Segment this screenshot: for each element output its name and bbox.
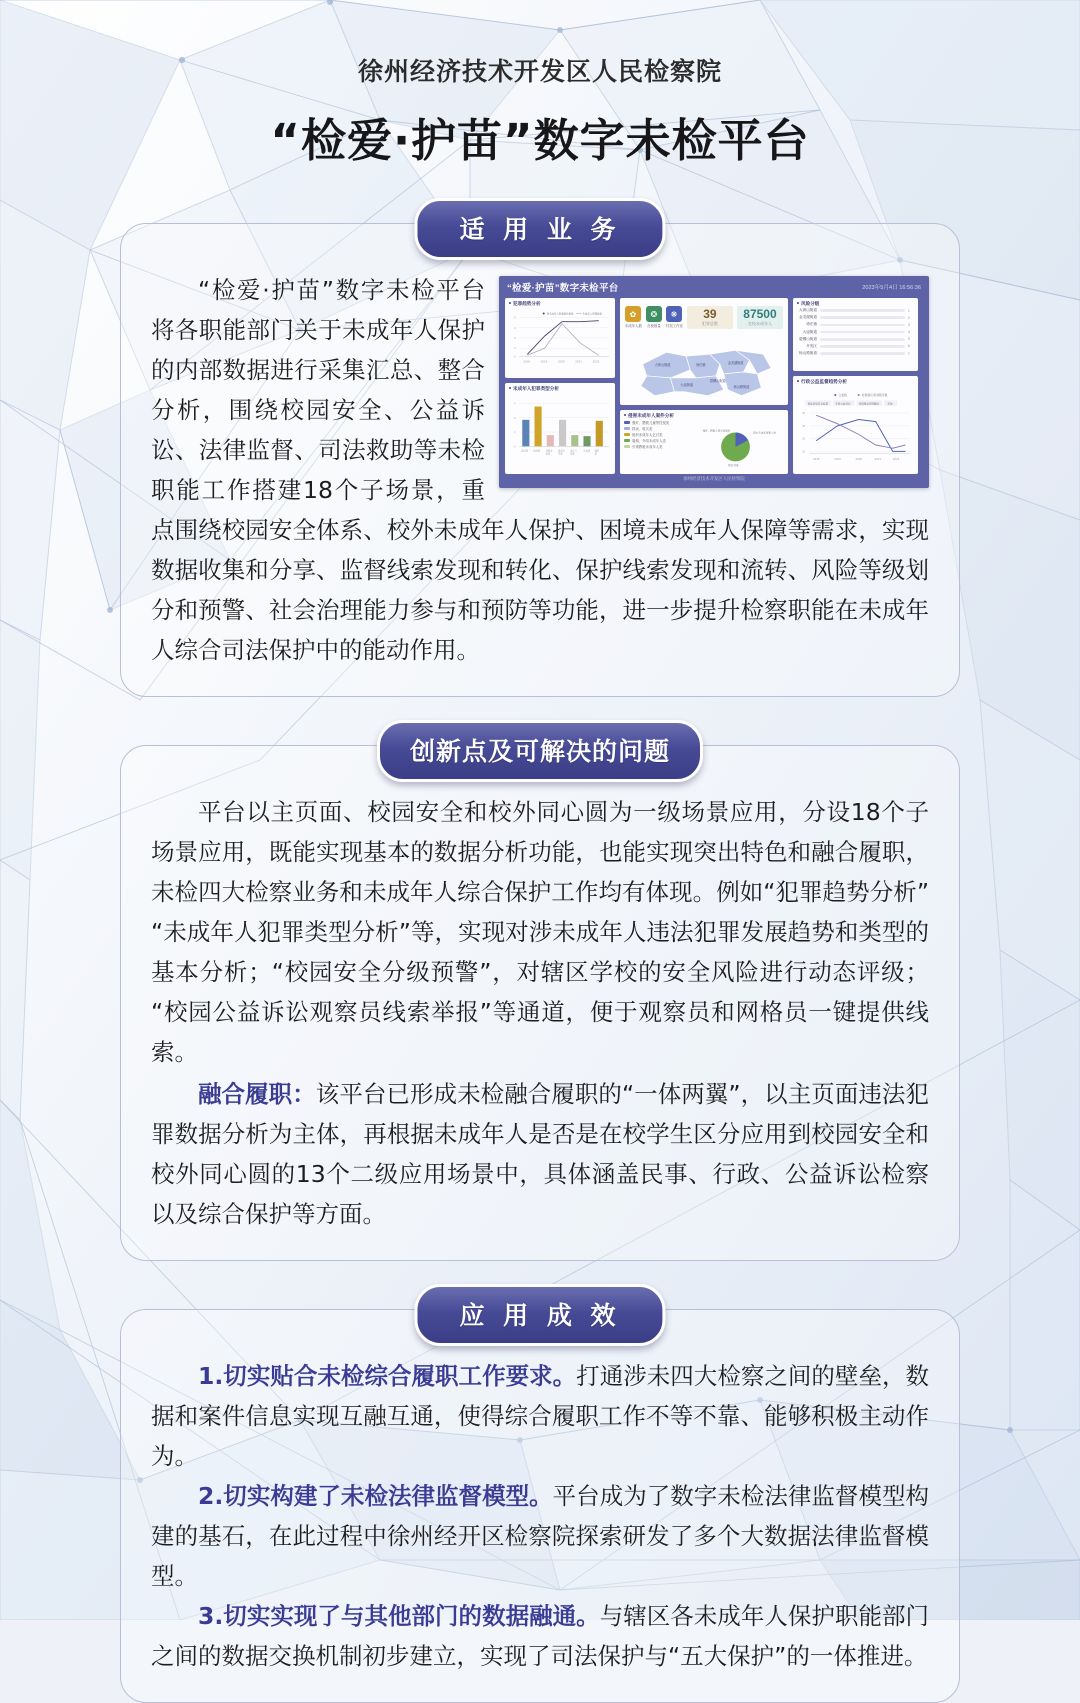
effect-item-1 [151,1356,929,1476]
svg-text:2: 2 [514,347,516,351]
bars [522,407,603,447]
svg-text:2021: 2021 [874,457,882,461]
card-title-public-interest-trend: 行政公益监督趋势分析 [797,379,914,385]
dashboard-footer: 徐州经济技术开发区人民检察院 [683,476,745,481]
pie-legend: 强奸、猥亵儿童等性侵类 拐卖、收买类 组织未成年人乞讨类 雇佣、介绍未成年人类 引诱教唆未成年人类 [624,420,684,470]
svg-text:大庙街道: 大庙街道 [680,382,693,387]
svg-text:寻衅滋: 寻衅滋 [545,449,553,453]
svg-text:徐庄镇: 徐庄镇 [696,363,706,368]
section-pill-wrap-2 [377,720,703,782]
dashboard-topbar [499,276,929,298]
dashboard-timestamp: 2023年5月4日 16:56:36 [862,285,921,291]
svg-text:故意伤: 故意伤 [557,449,565,453]
dashboard-column-left [505,298,615,474]
section-applicable-business [120,215,960,697]
effect-lead-3: 3.切实实现了与其他部门的数据融通。 [198,1602,600,1630]
svg-text:0: 0 [514,355,516,359]
svg-text:害罪: 害罪 [557,452,563,456]
svg-text:其他·未成年被害人类: 其他·未成年被害人类 [752,431,776,435]
svg-text:罪: 罪 [594,452,597,456]
svg-text:校园周边环境整治: 校园周边环境整治 [858,402,880,406]
rest-integrated-duty: 该平台已形成未检融合履职的“一体两翼”，以主页面违法犯罪数据分析为主体，再根据未成年人是否是在校学生区分应用到校园安全和校外同心圆的13个二级应用场景中，具体涵盖民事、行政、公益诉讼检察以及综合保护等方面。 [151,1080,929,1228]
kpi-icon-1: ❂ 在校数量 [646,306,662,328]
dashboard-column-right [793,298,918,474]
effect-rest-1: 打通涉未四大检察之间的壁垒，数据和案件信息实现互融互通，使得综合履职工作不等不靠、能够积极主动作为。 [151,1362,930,1470]
card-school-risk-rank[interactable]: 风险分级 大黄山街道 1 金龙湖街道 2 徐庄镇 3 大庙街道 4 碧螺山街道 5 开发区 6 杨山路街道 7 [793,298,918,371]
dashboard-title: “检爱·护苗”数字未检平台 [507,283,619,294]
svg-text:性侵·性侵: 性侵·性侵 [727,464,739,468]
section-body-1 [120,223,960,697]
dashboard-column-center [620,298,788,474]
crime-trend-linechart [509,308,611,368]
organization-name: 徐州经济技术开发区人民检察院 [357,57,722,86]
dashboard-screenshot [499,276,929,488]
svg-text:4: 4 [514,326,516,330]
svg-text:4: 4 [514,403,516,406]
section-heading-innovation: 创新点及可解决的问题 [377,720,703,782]
section-body-3 [120,1309,960,1703]
kpi-students: 87500 在校未成年人 [737,306,783,329]
svg-text:3: 3 [514,337,516,341]
kpi-crime-total: 39 犯罪总数 [687,306,733,329]
section-heading-applicable-business: 适 用 业 务 [414,198,665,260]
svg-text:2018: 2018 [812,457,820,461]
card-region-map[interactable] [620,298,788,405]
svg-text:食品药品安全监督: 食品药品安全监督 [807,402,829,406]
paragraph-innovation: 平台以主页面、校园安全和校外同心圆为一级场景应用，分设18个子场景应用，既能实现基本的数据分析功能，也能实现突出特色和融合履职，未检四大检察业务和未成年人综合保护工作均有体现。例如“犯罪趋势分析”“未成年人犯罪类型分析”等，实现对涉未成年人违法犯罪发展趋势和类型的基本分析；“校园安全分级预警”，对辖区学校的安全风险进行动态评级；“校园公益诉讼观察员线索举报”等通道，便于观察员和网格员一键提供线索。 [151,798,929,1066]
section-application-effect [120,1301,960,1703]
paragraph-applicable-business: “检爱·护苗”数字未检平台将各职能部门关于未成年人保护的内部数据进行采集汇总、整合分析，围绕校园安全、公益诉讼、法律监督、司法救助等未检职能工作搭建18个子场景，重点围绕校园安全体系、校外未成年人保护、困境未成年人保障等需求，实现数据收集和分享、监督线索发现和转化、保护线索发现和流转、风险等级划分和预警、社会治理能力参与和预防等功能，进一步提升检察职能在未成年人综合司法保护中的能动作用。 [151,276,929,664]
svg-text:2: 2 [514,432,516,435]
trend-tabs [806,400,897,405]
svg-text:涉未成年人刑事案件数量: 涉未成年人刑事案件数量 [546,312,574,316]
svg-text:3: 3 [514,418,516,421]
card-minor-crime-type[interactable] [505,383,615,474]
section-2-copy [151,792,929,1234]
svg-text:未成年人犯罪数量: 未成年人犯罪数量 [582,312,602,316]
page-title: “检爱·护苗”数字未检平台 [270,114,810,167]
card-title-crime-trend: 犯罪趋势分析 [509,301,611,307]
card-title-school-risk-rank: 风险分级 [797,301,914,307]
svg-text:诈骗罪: 诈骗罪 [583,449,591,453]
region-map[interactable] [625,334,783,405]
svg-text:2018: 2018 [523,360,531,364]
section-heading-application-effect: 应 用 成 效 [414,1284,665,1346]
svg-text:40: 40 [802,413,805,416]
svg-text:强奸: 强奸 [594,449,600,453]
svg-text:杨山路街道: 杨山路街道 [733,384,750,389]
dashboard-screenshot-wrapper [499,276,929,488]
svg-text:立案数: 立案数 [838,394,847,398]
svg-text:10: 10 [802,451,805,454]
svg-text:2020: 2020 [557,360,565,364]
section-innovation [120,737,960,1261]
effect-item-2 [151,1476,929,1596]
card-title-minor-crime-type: 未成年人犯罪类型分析 [509,386,611,392]
svg-text:聚众斗: 聚众斗 [570,449,577,453]
svg-text:未检公益诉讼: 未检公益诉讼 [835,402,851,406]
svg-text:强奸、猥亵儿童等性侵类: 强奸、猥亵儿童等性侵类 [702,429,731,433]
section-pill-wrap-3 [414,1284,665,1346]
effect-rest-2: 平台成为了数字未检法律监督模型构建的基石，在此过程中徐州经开区检察院探索研发了多个大数据法律监督模型。 [151,1482,929,1590]
card-crime-trend[interactable] [505,298,615,378]
kpi-icon-2: ❋ 村居工作室 [666,306,683,328]
svg-text:殴罪: 殴罪 [570,452,575,456]
svg-text:2021: 2021 [575,360,583,364]
svg-text:事罪: 事罪 [545,452,551,456]
svg-text:2020: 2020 [855,457,862,461]
effect-lead-2: 2.切实构建了未检法律监督模型。 [198,1482,553,1510]
dashboard-grid [499,298,929,474]
lead-integrated-duty: 融合履职： [198,1080,316,1108]
card-public-interest-trend[interactable] [793,376,918,474]
effect-rest-3: 与辖区各未成年人保护职能部门之间的数据交换机制初步建立，实现了司法保护与“五大保护”的一体推进。 [151,1602,929,1670]
svg-text:检察建议/诉前程序数: 检察建议/诉前程序数 [861,394,888,398]
kpi-row [625,302,783,332]
svg-text:2022: 2022 [892,457,900,461]
card-title-damaged-minor: 侵害未成年人案件分析 [624,413,784,419]
svg-text:其他: 其他 [887,402,893,406]
kpi-icon-0: ✿ 未成年人数 [625,306,642,328]
effect-item-3 [151,1596,929,1676]
card-damaged-minor[interactable] [620,410,788,474]
svg-text:0: 0 [514,446,516,449]
svg-text:5: 5 [514,316,516,320]
svg-text:抢劫罪: 抢劫罪 [533,449,541,453]
public-interest-linechart [797,386,914,470]
section-body-2 [120,745,960,1261]
document-header [0,0,1080,169]
section-pill-wrap-1 [414,198,665,260]
paragraph-integrated-duty [151,1074,929,1234]
svg-text:盗窃罪: 盗窃罪 [521,449,528,453]
svg-text:碧螺山街道: 碧螺山街道 [709,378,726,383]
svg-text:大黄山街道: 大黄山街道 [654,363,671,368]
section-3-copy [151,1356,929,1676]
svg-text:2019: 2019 [540,360,548,364]
damaged-minor-piechart [687,420,784,470]
effect-lead-1: 1.切实贴合未检综合履职工作要求。 [198,1362,577,1390]
svg-text:2019: 2019 [834,457,841,461]
minor-crime-type-barchart [509,393,611,465]
svg-text:金龙湖街道: 金龙湖街道 [727,361,744,366]
svg-text:30: 30 [802,425,805,428]
svg-text:20: 20 [802,438,805,441]
svg-text:2022: 2022 [592,360,600,364]
